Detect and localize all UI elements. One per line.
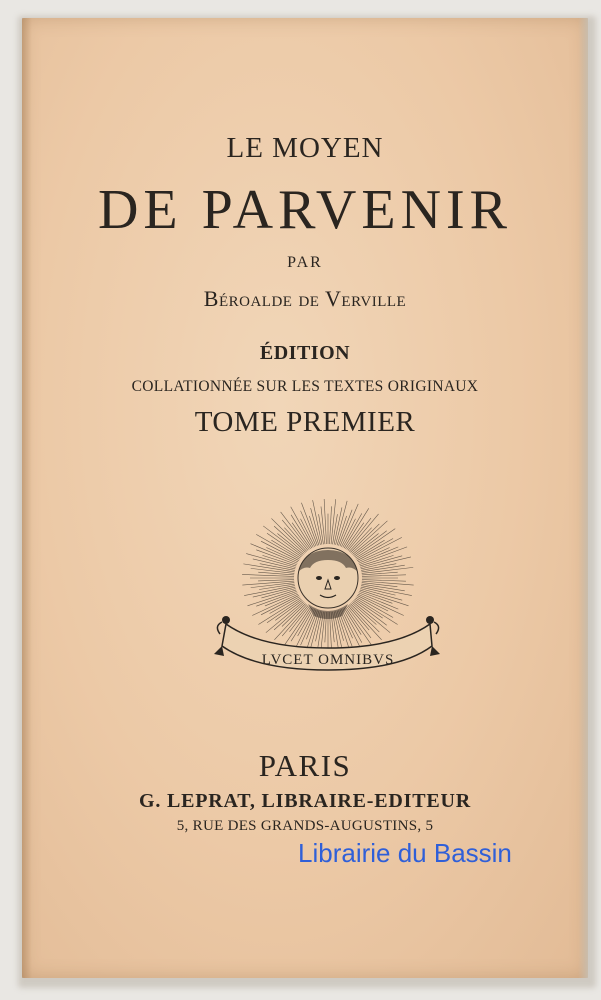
sun-ray xyxy=(258,580,294,581)
sun-ray xyxy=(266,547,298,561)
sun-ray xyxy=(359,593,399,609)
sun-ray xyxy=(356,597,393,618)
sun-ray xyxy=(274,526,304,553)
publication-city: PARIS xyxy=(258,748,352,783)
sun-ray xyxy=(351,521,387,554)
volume-label: TOME PREMIER xyxy=(194,406,416,438)
title-line-1: LE MOYEN xyxy=(226,132,384,164)
collation-note: COLLATIONNÉE SUR LES TEXTES ORIGINAUX xyxy=(131,378,479,395)
by-line: PAR xyxy=(287,254,323,271)
author-name: Béroalde de Verville xyxy=(203,286,407,311)
title-line-2: DE PARVENIR xyxy=(97,179,513,241)
sun-ray xyxy=(350,604,379,632)
sun-ray xyxy=(274,603,304,630)
sun-ray xyxy=(362,580,406,582)
sun-ray xyxy=(350,524,379,552)
sun-ray xyxy=(345,607,372,646)
motto-text: LVCET OMNIBVS xyxy=(261,652,395,668)
sun-ray xyxy=(348,514,379,551)
sun-ray xyxy=(362,575,406,577)
sun-ray xyxy=(313,500,322,544)
sun-ray xyxy=(242,581,294,585)
sun-face-icon xyxy=(200,498,460,698)
sun-ray xyxy=(358,594,404,615)
sun-ray xyxy=(284,607,311,646)
sun-ray xyxy=(321,507,325,545)
sun-ray xyxy=(281,512,310,550)
sun-ray xyxy=(266,601,304,632)
sun-ray xyxy=(361,557,411,569)
edition-label: ÉDITION xyxy=(259,342,351,364)
sun-ray xyxy=(252,594,298,615)
sun-ray xyxy=(356,538,393,559)
sun-ray xyxy=(261,589,295,598)
sun-ray xyxy=(258,598,300,625)
publisher-name: G. LEPRAT, LIBRAIRE-EDITEUR xyxy=(138,790,472,812)
watermark-text: Librairie du Bassin xyxy=(298,838,512,868)
sun-ray xyxy=(242,574,294,576)
sun-ray xyxy=(356,598,398,625)
sun-ray xyxy=(330,506,332,544)
publisher-address: 5, RUE DES GRANDS-AUGUSTINS, 5 xyxy=(176,818,434,834)
sun-ray xyxy=(362,581,414,585)
sun-ray xyxy=(271,518,305,552)
sun-ray xyxy=(355,529,396,557)
